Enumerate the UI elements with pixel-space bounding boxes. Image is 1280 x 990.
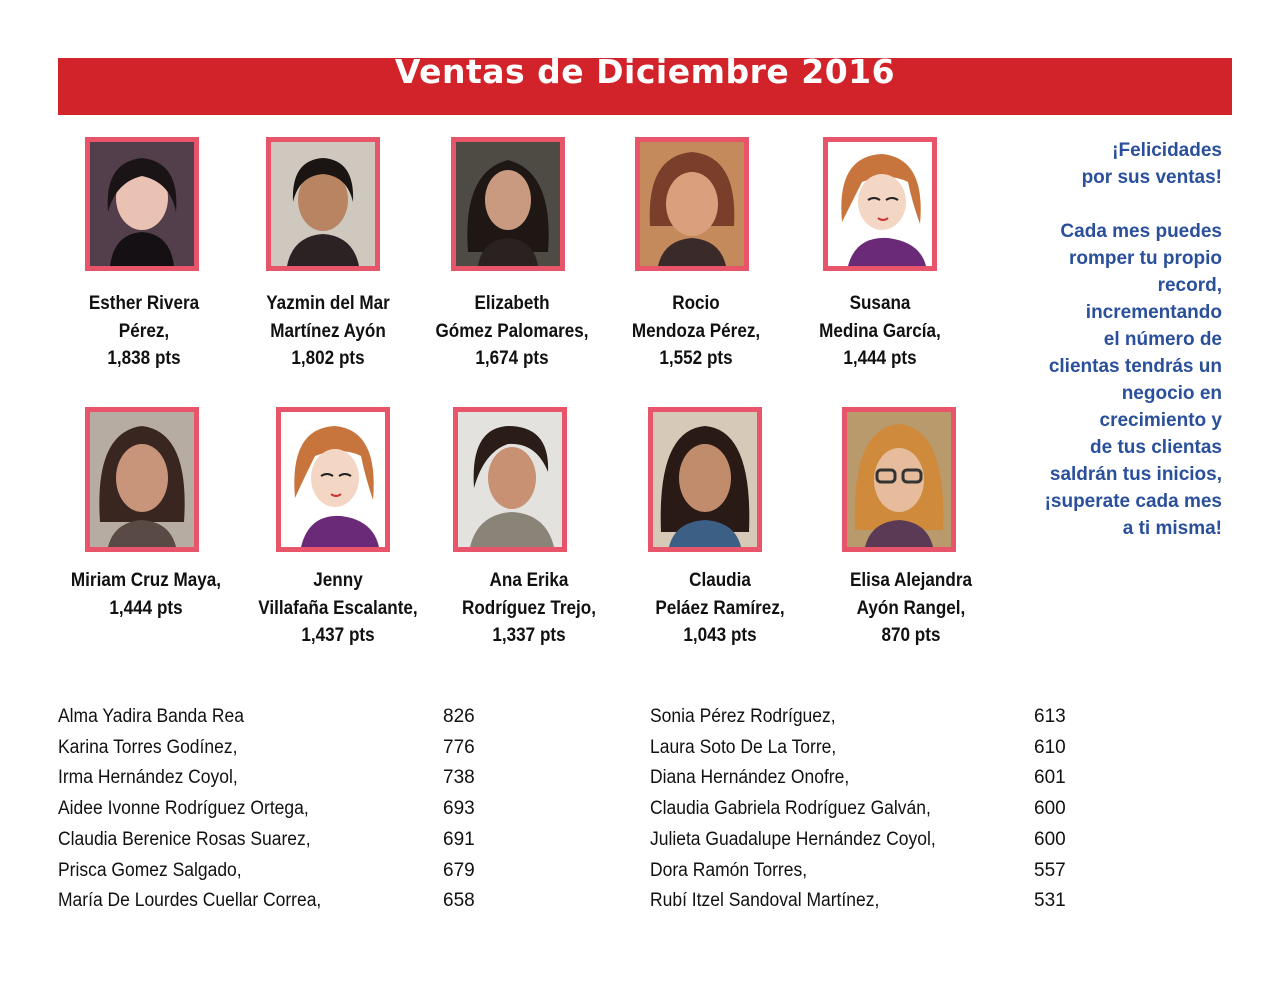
seller-name-10: Elisa Alejandra Ayón Rangel, 870 pts bbox=[850, 570, 972, 646]
congrats-line: ¡superate cada mes bbox=[1044, 491, 1222, 512]
header-banner bbox=[58, 52, 1232, 115]
seller-photo-1 bbox=[85, 137, 199, 271]
seller-name-2: Yazmin del Mar Martínez Ayón 1,802 pts bbox=[266, 293, 390, 369]
woman-photo-icon bbox=[847, 412, 951, 547]
list-item-name: Irma Hernández Coyol, bbox=[58, 767, 238, 789]
list-item bbox=[650, 860, 1100, 890]
seller-name-7: Jenny Villafaña Escalante, 1,437 pts bbox=[258, 570, 418, 646]
list-item bbox=[58, 767, 508, 797]
congrats-line: el número de bbox=[1103, 329, 1222, 350]
woman-photo-icon bbox=[90, 412, 194, 547]
list-item-points: 776 bbox=[443, 736, 475, 758]
seller-name-6: Miriam Cruz Maya, 1,444 pts bbox=[70, 570, 222, 619]
list-item-name: Claudia Berenice Rosas Suarez, bbox=[58, 828, 311, 850]
congrats-line: ¡Felicidades bbox=[1112, 140, 1222, 161]
list-item-name: Julieta Guadalupe Hernández Coyol, bbox=[650, 828, 936, 850]
seller-photo-5 bbox=[823, 137, 937, 271]
list-item bbox=[650, 798, 1100, 828]
seller-name-8: Ana Erika Rodríguez Trejo, 1,337 pts bbox=[462, 570, 596, 646]
list-item-name: Laura Soto De La Torre, bbox=[650, 736, 837, 758]
seller-photo-4 bbox=[635, 137, 749, 271]
list-item-points: 531 bbox=[1034, 890, 1066, 912]
congrats-line: por sus ventas! bbox=[1081, 167, 1222, 188]
cartoon-avatar-icon bbox=[281, 412, 385, 547]
congrats-line bbox=[982, 191, 1222, 218]
list-item-points: 693 bbox=[443, 798, 475, 820]
woman-photo-icon bbox=[271, 142, 375, 266]
seller-photo-6 bbox=[85, 407, 199, 552]
seller-name-5: Susana Medina García, 1,444 pts bbox=[819, 293, 941, 369]
seller-photo-2 bbox=[266, 137, 380, 271]
congrats-line: record, bbox=[1157, 275, 1222, 296]
cartoon-avatar-icon bbox=[828, 142, 932, 266]
list-item bbox=[58, 706, 508, 736]
woman-photo-icon bbox=[458, 412, 562, 547]
list-item-name: Alma Yadira Banda Rea bbox=[58, 706, 244, 727]
list-item-points: 658 bbox=[443, 890, 475, 912]
congrats-line: crecimiento y bbox=[1099, 410, 1222, 431]
list-item-points: 613 bbox=[1034, 706, 1066, 727]
congrats-message bbox=[982, 137, 1222, 542]
list-item bbox=[58, 798, 508, 828]
list-item-points: 600 bbox=[1034, 798, 1066, 820]
congrats-line: incrementando bbox=[1085, 302, 1222, 323]
congrats-line: clientas tendrás un bbox=[1048, 356, 1222, 377]
seller-photo-9 bbox=[648, 407, 762, 552]
congrats-line: a ti misma! bbox=[1122, 518, 1222, 539]
list-item-name: Claudia Gabriela Rodríguez Galván, bbox=[650, 798, 931, 820]
list-item-name: Karina Torres Godínez, bbox=[58, 736, 238, 758]
congrats-line: de tus clientas bbox=[1090, 437, 1222, 458]
seller-photo-8 bbox=[453, 407, 567, 552]
seller-name-9: Claudia Peláez Ramírez, 1,043 pts bbox=[655, 570, 785, 646]
list-item bbox=[650, 737, 1100, 767]
list-item-name: Sonia Pérez Rodríguez, bbox=[650, 706, 836, 727]
list-item-name: Dora Ramón Torres, bbox=[650, 859, 808, 881]
list-item-points: 826 bbox=[443, 706, 475, 727]
list-item-name: Diana Hernández Onofre, bbox=[650, 767, 850, 789]
list-item bbox=[650, 767, 1100, 797]
woman-photo-icon bbox=[456, 142, 560, 266]
list-item bbox=[650, 829, 1100, 859]
list-item-name: Prisca Gomez Salgado, bbox=[58, 859, 242, 881]
woman-photo-icon bbox=[90, 142, 194, 266]
list-item bbox=[58, 890, 508, 920]
congrats-line: Cada mes puedes bbox=[1060, 221, 1222, 242]
list-item-points: 679 bbox=[443, 859, 475, 881]
list-item-name: Rubí Itzel Sandoval Martínez, bbox=[650, 890, 880, 912]
page-title: Ventas de Diciembre 2016 bbox=[394, 52, 896, 91]
congrats-line: negocio en bbox=[1121, 383, 1222, 404]
seller-photo-3 bbox=[451, 137, 565, 271]
seller-photo-7 bbox=[276, 407, 390, 552]
seller-name-3: Elizabeth Gómez Palomares, 1,674 pts bbox=[435, 293, 589, 369]
seller-photo-10 bbox=[842, 407, 956, 552]
seller-name-4: Rocio Mendoza Pérez, 1,552 pts bbox=[631, 293, 761, 369]
list-item bbox=[58, 860, 508, 890]
list-item-name: María De Lourdes Cuellar Correa, bbox=[58, 890, 322, 912]
list-item-points: 600 bbox=[1034, 828, 1066, 850]
seller-name-1: Esther Rivera Pérez, 1,838 pts bbox=[88, 293, 200, 369]
list-item bbox=[58, 737, 508, 767]
list-item-points: 610 bbox=[1034, 736, 1066, 758]
congrats-line: saldrán tus inicios, bbox=[1049, 464, 1222, 485]
list-item-points: 557 bbox=[1034, 859, 1066, 881]
list-item-points: 601 bbox=[1034, 767, 1066, 789]
list-item-points: 691 bbox=[443, 828, 475, 850]
woman-photo-icon bbox=[653, 412, 757, 547]
list-item bbox=[58, 829, 508, 859]
woman-photo-icon bbox=[640, 142, 744, 266]
list-item bbox=[650, 890, 1100, 920]
list-item-points: 738 bbox=[443, 767, 475, 789]
list-item bbox=[650, 706, 1100, 736]
list-item-name: Aidee Ivonne Rodríguez Ortega, bbox=[58, 798, 309, 820]
congrats-line: romper tu propio bbox=[1068, 248, 1222, 269]
